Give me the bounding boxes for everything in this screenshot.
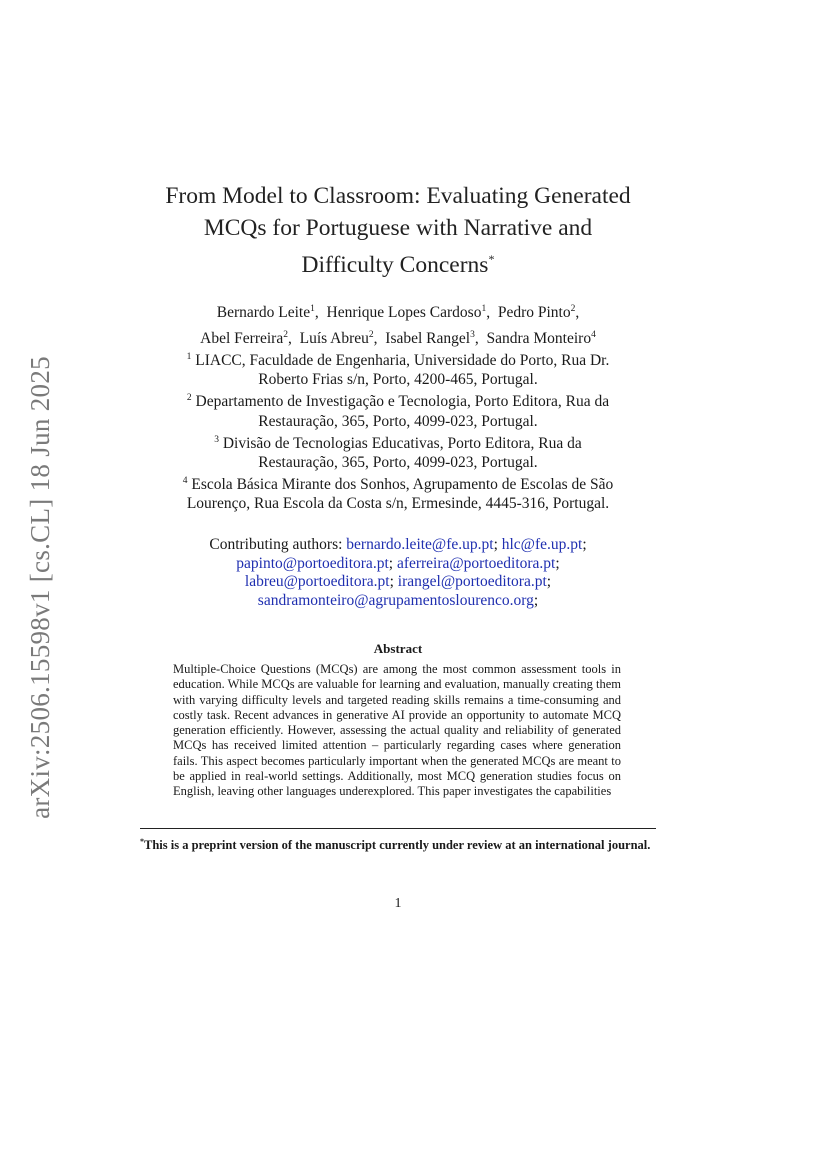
author-affiliation-mark: 2 <box>283 330 288 340</box>
contributing-authors <box>140 536 656 610</box>
abstract-text: Multiple-Choice Questions (MCQs) are among the most common assessment tools in education. While MCQs are valuable for learning and evaluation, manually creating them with varying difficulty levels and targeted reading skills remains a time-consuming and costly task. Recent advances in generative AI provide an opportunity to automate MCQ generation efficiently. However, assessing the actual quality and reliability of generated MCQs has received limited attention – particularly regarding cases where generation fails. This aspect becomes particularly important when the generated MCQs are meant to be applied in real-world settings. Additionally, most MCQ generation studies focus on English, leaving other languages underexplored. This paper investigates the capabilities <box>173 662 621 799</box>
affiliation-list <box>140 348 656 514</box>
footnote-mark: * <box>140 837 144 846</box>
affiliation-4-line-1 <box>140 472 656 494</box>
arxiv-identifier: arXiv:2506.15598v1 [cs.CL] 18 Jun 2025 <box>24 356 55 819</box>
author-affiliation-mark: 2 <box>570 304 576 314</box>
email-link[interactable]: aferreira@portoeditora.pt <box>396 554 556 572</box>
author-name: Abel Ferreira <box>200 330 284 347</box>
title-line-3 <box>140 244 656 282</box>
footnote-rule <box>140 828 656 829</box>
affiliation-text: Departamento de Investigação e Tecnologia, Porto Editora, Rua da <box>195 393 610 411</box>
affiliation-2-line-1 <box>140 389 656 411</box>
title-line-1: From Model to Classroom: Evaluating Generated <box>165 183 631 209</box>
author-affiliation-mark: 1 <box>310 304 315 314</box>
author-name: Henrique Lopes Cardoso <box>326 304 482 321</box>
author-affiliation-mark: 4 <box>591 330 596 340</box>
affiliation-text: Escola Básica Mirante dos Sonhos, Agrupamento de Escolas de São <box>191 476 614 494</box>
email-link[interactable]: labreu@portoeditora.pt <box>244 573 390 591</box>
affiliation-text: LIACC, Faculdade de Engenharia, Universidade do Porto, Rua Dr. <box>195 352 610 369</box>
affiliation-2-line-2: Restauração, 365, Porto, 4099-023, Portugal. <box>258 412 538 430</box>
title-line-2: MCQs for Portuguese with Narrative and <box>203 214 593 241</box>
email-link[interactable]: papinto@portoeditora.pt <box>236 554 389 572</box>
author-line-2: Abel Ferreira$^2$, Luís Abreu$^2$, Isabel Rangel$^3$, Sandra Monteiro$^4$ <box>200 330 596 347</box>
title-footnote-mark: * <box>488 252 495 266</box>
email-link[interactable]: sandramonteiro@agrupamentoslourenco.org <box>257 591 534 609</box>
affiliation-number: 2 <box>186 393 192 404</box>
author-name: Bernardo Leite <box>216 304 311 321</box>
affiliation-3-line-1 <box>140 431 656 453</box>
author-name: Isabel Rangel <box>385 330 471 347</box>
affiliation-number: 3 <box>214 434 219 445</box>
affiliation-4-line-2: Lourenço, Rua Escola da Costa s/n, Ermesinde, 4445-316, Portugal. <box>186 495 610 513</box>
author-list <box>140 298 656 350</box>
email-link[interactable]: irangel@portoeditora.pt <box>397 573 547 591</box>
author-name: Sandra Monteiro <box>486 330 592 347</box>
author-affiliation-mark: 2 <box>368 330 374 340</box>
author-line-1: Bernardo Leite$^1$, Henrique Lopes Cardoso$^1$, Pedro Pinto$^2$, <box>216 304 580 321</box>
author-affiliation-mark: 3 <box>470 330 475 340</box>
title-line-3-text: Difficulty Concerns <box>301 252 489 278</box>
affiliation-number: 4 <box>182 476 188 487</box>
affiliation-1-line-2: Roberto Frias s/n, Porto, 4200-465, Portugal. <box>258 371 538 389</box>
contrib-line-4: sandramonteiro@agrupamentoslourenco.org; <box>257 591 539 609</box>
contrib-label: Contributing authors: <box>209 536 343 553</box>
footnote <box>140 834 656 853</box>
email-link[interactable]: bernardo.leite@fe.up.pt <box>346 536 494 553</box>
contrib-line-2: papinto@portoeditora.pt; aferreira@portoeditora.pt; <box>236 554 560 572</box>
footnote-text: This is a preprint version of the manuscript currently under review at an international journal. <box>144 838 651 852</box>
arxiv-sidebar <box>22 345 58 830</box>
page-number: 1 <box>394 896 402 911</box>
author-name: Pedro Pinto <box>497 304 571 321</box>
contrib-line-3: labreu@portoeditora.pt; irangel@portoeditora.pt; <box>244 573 552 591</box>
affiliation-text: Divisão de Tecnologias Educativas, Porto Editora, Rua da <box>222 434 582 452</box>
paper-title <box>140 181 656 282</box>
affiliation-3-line-2: Restauração, 365, Porto, 4099-023, Portugal. <box>258 454 538 472</box>
affiliation-number: 1 <box>186 352 192 362</box>
author-name: Luís Abreu <box>299 330 369 347</box>
affiliation-1-line-1 <box>140 348 656 370</box>
email-link[interactable]: hlc@fe.up.pt <box>501 536 583 553</box>
abstract-heading: Abstract <box>373 641 423 656</box>
contrib-line-1: Contributing authors: bernardo.leite@fe.up.pt; hlc@fe.up.pt; <box>209 536 587 553</box>
author-affiliation-mark: 1 <box>481 304 487 314</box>
